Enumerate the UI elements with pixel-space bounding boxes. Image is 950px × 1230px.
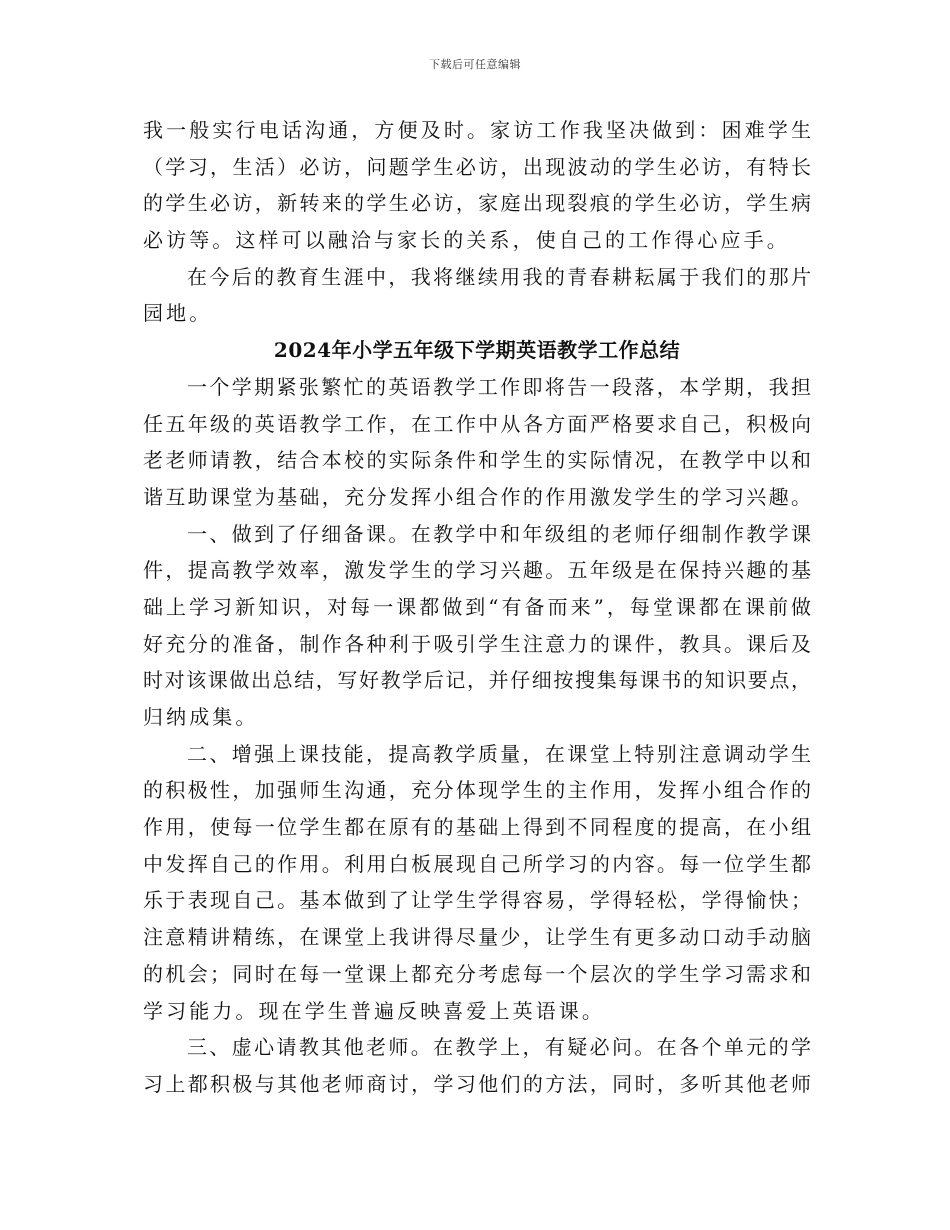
text-line: 一个学期紧张繁忙的英语教学工作即将告一段落，本学期，我担 xyxy=(187,374,811,399)
text-line: 归纳成集。 xyxy=(143,705,259,729)
header-note: 下载后可任意编辑 xyxy=(429,58,521,71)
text-line: 谐互助课堂为基础，充分发挥小组合作的作用激发学生的学习兴趣。 xyxy=(143,484,811,509)
text-line: 件，提高教学效率，激发学生的学习兴趣。五年级是在保持兴趣的基 xyxy=(143,558,811,583)
text-line: 任五年级的英语教学工作，在工作中从各方面严格要求自己，积极向 xyxy=(143,411,811,436)
text-line: 的机会；同时在每一堂课上都充分考虑每一个层次的学生学习需求和 xyxy=(143,961,811,986)
text-line: 学习能力。现在学生普遍反映喜爱上英语课。 xyxy=(143,998,605,1023)
text-line: 我一般实行电话沟通，方便及时。家访工作我坚决做到：困难学生 xyxy=(143,118,811,142)
preceding-section xyxy=(143,112,811,332)
text-line: 园地。 xyxy=(143,301,213,326)
text-line: 的积极性，加强师生沟通，充分体现学生的主作用，发挥小组合作的 xyxy=(143,778,811,803)
text-line: 础上学习新知识，对每一课都做到“有备而来”，每堂课都在课前做 xyxy=(143,594,811,619)
text-line: 作用，使每一位学生都在原有的基础上得到不同程度的提高，在小组 xyxy=(143,815,811,840)
text-line: 的学生必访，新转来的学生必访，家庭出现裂痕的学生必访，学生病 xyxy=(143,191,811,216)
text-line: 在今后的教育生涯中，我将继续用我的青春耕耘属于我们的那片 xyxy=(187,264,811,289)
text-line: 必访等。这样可以融洽与家长的关系，使自己的工作得心应手。 xyxy=(143,228,790,253)
text-line: 好充分的准备，制作各种利于吸引学生注意力的课件，教具。课后及 xyxy=(143,631,811,656)
text-line: 一、做到了仔细备课。在教学中和年级组的老师仔细制作教学课 xyxy=(187,521,811,546)
text-line: （学习，生活）必访，问题学生必访，出现波动的学生必访，有特长 xyxy=(143,154,811,179)
text-line: 时对该课做出总结，写好教学后记，并仔细按搜集每课书的知识要点， xyxy=(143,668,811,693)
text-line: 三、虚心请教其他老师。在教学上，有疑必问。在各个单元的学 xyxy=(187,1035,811,1060)
text-line: 习上都积极与其他老师商讨，学习他们的方法，同时，多听其他老师 xyxy=(143,1071,811,1096)
text-line: 中发挥自己的作用。利用白板展现自己所学习的内容。每一位学生都 xyxy=(143,851,811,876)
text-line: 乐于表现自己。基本做到了让学生学得容易，学得轻松，学得愉快； xyxy=(143,888,811,913)
text-line: 老老师请教，结合本校的实际条件和学生的实际情况，在教学中以和 xyxy=(143,448,811,473)
text-line: 注意精讲精练，在课堂上我讲得尽量少，让学生有更多动口动手动脑 xyxy=(143,925,811,950)
document-title: 2024年小学五年级下学期英语教学工作总结 xyxy=(273,338,681,363)
text-line: 二、增强上课技能，提高教学质量，在课堂上特别注意调动学生 xyxy=(187,741,811,766)
document-body xyxy=(143,112,811,1103)
summary-section xyxy=(143,369,811,1103)
